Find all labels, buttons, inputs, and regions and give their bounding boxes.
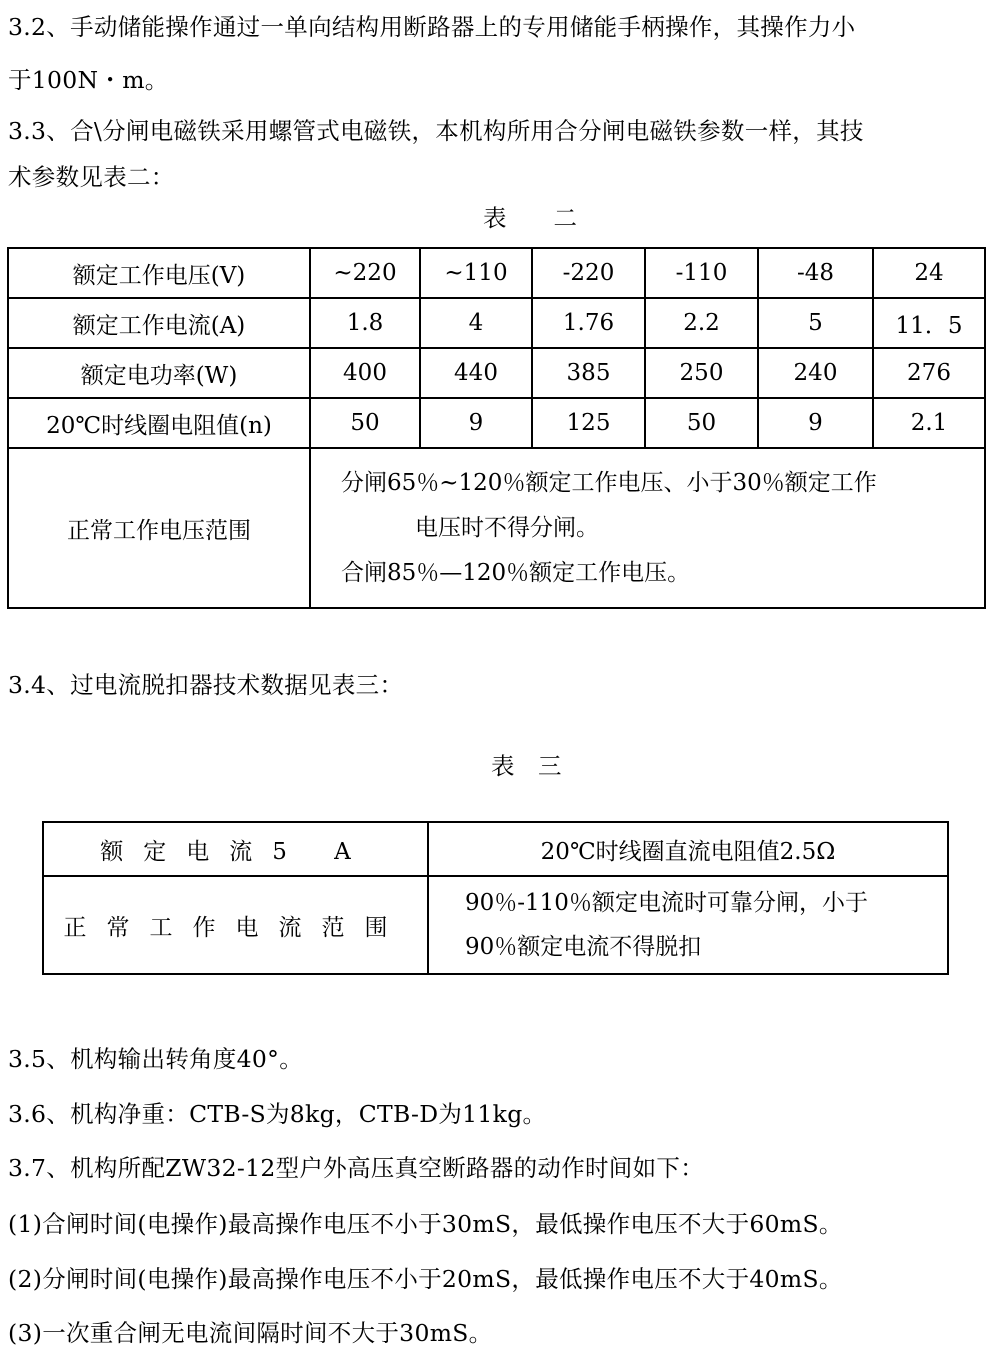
cell: 9	[758, 398, 873, 448]
range-line: 分闸65％~120％额定工作电压、小于30％额定工作	[341, 469, 877, 496]
table3-header-row	[43, 822, 948, 876]
timing-item-3: (3)一次重合闸无电流间隔时间不大于30mS。	[8, 1319, 493, 1347]
cell: 125	[532, 398, 645, 448]
coil-resistance-cell: 20℃时线圈直流电阻值2.5Ω	[428, 822, 948, 876]
cell: -110	[645, 248, 758, 298]
table2-caption: 表 二	[483, 204, 577, 232]
cell: 250	[645, 348, 758, 398]
cell: 24	[873, 248, 985, 298]
para-3-3-line1: 3.3、合\分闸电磁铁采用螺管式电磁铁，本机构所用合分闸电磁铁参数一样，其技	[8, 117, 864, 145]
cell: 385	[532, 348, 645, 398]
table2-row-current	[8, 298, 985, 348]
timing-item-1: (1)合闸时间(电操作)最高操作电压不小于30mS，最低操作电压不大于60mS。	[8, 1210, 843, 1238]
row-label: 20℃时线圈电阻值(n)	[8, 398, 310, 448]
cell: 50	[645, 398, 758, 448]
cell: -48	[758, 248, 873, 298]
cell: 440	[420, 348, 532, 398]
cell: -220	[532, 248, 645, 298]
current-range-label: 正常工作电流范围	[43, 876, 428, 974]
para-3-7: 3.7、机构所配ZW32-12型户外高压真空断路器的动作时间如下：	[8, 1154, 705, 1182]
row-label: 额定工作电压(V)	[8, 248, 310, 298]
para-3-6: 3.6、机构净重：CTB-S为8kg，CTB-D为11kg。	[8, 1100, 547, 1128]
range-line: 合闸85％—120％额定工作电压。	[341, 559, 691, 586]
cell: 1.8	[310, 298, 420, 348]
cell: 276	[873, 348, 985, 398]
cell: 2.1	[873, 398, 985, 448]
para-3-4: 3.4、过电流脱扣器技术数据见表三：	[8, 671, 404, 699]
timing-item-2: (2)分闸时间(电操作)最高操作电压不小于20mS，最低操作电压不大于40mS。	[8, 1265, 843, 1293]
cell: 1.76	[532, 298, 645, 348]
cell: ~110	[420, 248, 532, 298]
row-label: 额定电功率(W)	[8, 348, 310, 398]
table3-body-row	[43, 876, 948, 974]
cell: ~220	[310, 248, 420, 298]
row-label: 额定工作电流(A)	[8, 298, 310, 348]
range-line: 90％额定电流不得脱扣	[465, 934, 702, 960]
table2-row-resistance	[8, 398, 985, 448]
cell: 2.2	[645, 298, 758, 348]
table2-row-power	[8, 348, 985, 398]
para-3-2-line2: 于100N・m。	[8, 66, 169, 94]
cell: 50	[310, 398, 420, 448]
para-3-5: 3.5、机构输出转角度40°。	[8, 1045, 304, 1073]
cell: 11．5	[873, 298, 985, 348]
cell: 9	[420, 398, 532, 448]
row-label: 正常工作电压范围	[8, 448, 310, 608]
para-3-3-line2: 术参数见表二：	[8, 163, 175, 191]
cell: 240	[758, 348, 873, 398]
cell: 400	[310, 348, 420, 398]
range-line: 电压时不得分闸。	[415, 514, 599, 541]
table2-row-voltage	[8, 248, 985, 298]
current-range-text	[428, 876, 948, 974]
table3	[42, 821, 949, 975]
rated-current-cell: 额定电流5 A	[43, 822, 428, 876]
para-3-2-line1: 3.2、手动储能操作通过一单向结构用断路器上的专用储能手柄操作，其操作力小	[8, 13, 856, 41]
table2-row-voltage-range	[8, 448, 985, 608]
voltage-range-text	[310, 448, 985, 608]
cell: 4	[420, 298, 532, 348]
range-line: 90％-110％额定电流时可靠分闸，小于	[465, 890, 868, 916]
table3-caption: 表 三	[491, 752, 562, 780]
table2	[7, 247, 986, 609]
cell: 5	[758, 298, 873, 348]
